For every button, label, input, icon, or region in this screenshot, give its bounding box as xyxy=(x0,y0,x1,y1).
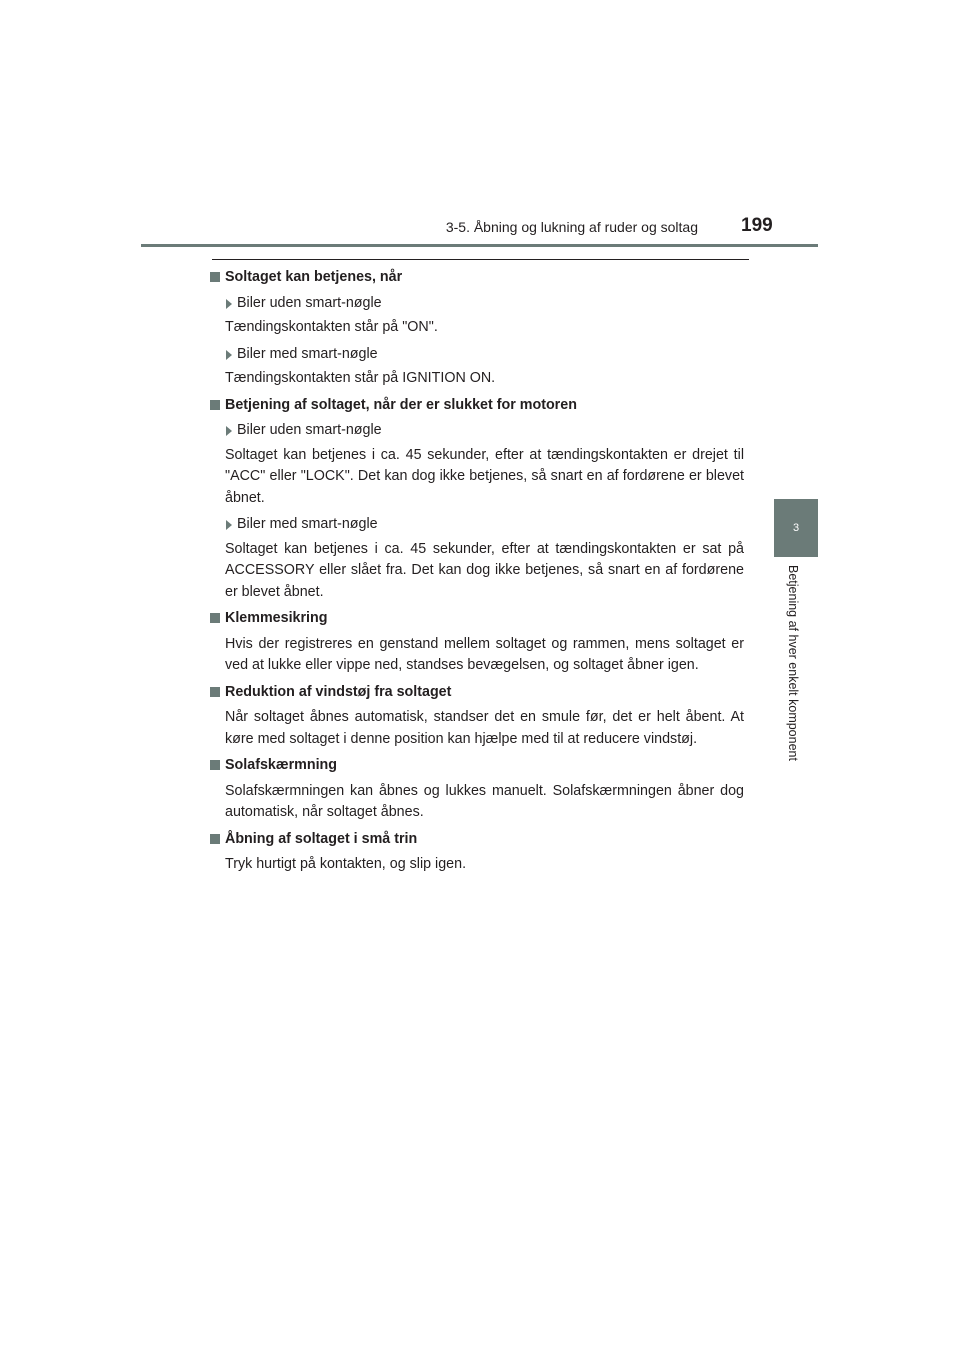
main-content xyxy=(208,267,744,881)
sub-heading-text: Biler uden smart-nøgle xyxy=(237,294,382,311)
chapter-label: Betjening af hver enkelt komponent xyxy=(786,565,800,761)
body-paragraph: Tændingskontakten står på "ON". xyxy=(225,319,438,335)
section-heading-text: Betjening af soltaget, når der er slukket for motoren xyxy=(225,396,577,413)
section-block xyxy=(208,267,744,390)
sub-heading-text: Biler med smart-nøgle xyxy=(237,345,378,362)
body-paragraph: Tryk hurtigt på kontakten, og slip igen. xyxy=(225,856,467,872)
section-heading xyxy=(208,755,744,777)
section-heading xyxy=(208,682,744,704)
chapter-tab xyxy=(774,499,818,557)
section-block xyxy=(208,829,744,876)
square-bullet-icon xyxy=(210,834,220,844)
sub-heading xyxy=(208,293,744,315)
arrow-right-icon xyxy=(226,299,232,309)
sub-heading xyxy=(208,344,744,366)
header-divider xyxy=(141,244,818,247)
section-heading xyxy=(208,608,744,630)
arrow-right-icon xyxy=(226,520,232,530)
section-block xyxy=(208,608,744,677)
sub-heading xyxy=(208,514,744,536)
section-heading xyxy=(208,267,744,289)
section-block xyxy=(208,755,744,824)
section-heading-text: Reduktion af vindstøj fra soltaget xyxy=(225,683,452,700)
body-paragraph: Solafskærmningen kan åbnes og lukkes manuelt. Solafskærmningen åbner dog automatisk, når soltaget åbnes. xyxy=(225,782,744,820)
section-heading xyxy=(208,395,744,417)
body-paragraph: Tændingskontakten står på IGNITION ON. xyxy=(225,370,496,386)
square-bullet-icon xyxy=(210,687,220,697)
body-paragraph: Soltaget kan betjenes i ca. 45 sekunder, efter at tændingskontakten er drejet til "ACC" eller "LOCK". Det kan dog ikke betjenes, så snart en af fordørene er blevet åbnet. xyxy=(225,446,744,506)
arrow-right-icon xyxy=(226,426,232,436)
body-paragraph: Hvis der registreres en genstand mellem soltaget og rammen, mens soltaget er ved at lukke eller vippe ned, standses bevægelsen, og soltaget åbner igen. xyxy=(225,635,744,673)
square-bullet-icon xyxy=(210,613,220,623)
sub-heading xyxy=(208,420,744,442)
section-block xyxy=(208,395,744,604)
square-bullet-icon xyxy=(210,400,220,410)
body-paragraph: Når soltaget åbnes automatisk, standser det en smule før, det er helt åbent. At køre med soltaget i denne position kan hjælpe med til at reducere vindstøj. xyxy=(225,709,744,747)
sub-heading-text: Biler uden smart-nøgle xyxy=(237,422,382,438)
square-bullet-icon xyxy=(210,760,220,770)
section-heading xyxy=(208,829,744,851)
square-bullet-icon xyxy=(210,272,220,282)
arrow-right-icon xyxy=(226,350,232,360)
body-paragraph: Soltaget kan betjenes i ca. 45 sekunder, efter at tændingskontakten er sat på ACCESSORY eller slået fra. Det kan dog ikke betjenes, så snart en af fordørene er blevet åbnet. xyxy=(225,540,744,600)
section-header-title: 3-5. Åbning og lukning af ruder og soltag xyxy=(445,219,698,235)
section-heading-text: Klemmesikring xyxy=(225,610,328,626)
chapter-number: 3 xyxy=(792,522,800,534)
section-divider xyxy=(212,259,749,260)
section-block xyxy=(208,682,744,751)
sub-heading-text: Biler med smart-nøgle xyxy=(237,516,378,532)
page-number: 199 xyxy=(741,215,773,236)
section-heading-text: Solafskærmning xyxy=(225,757,338,773)
section-heading-text: Soltaget kan betjenes, når xyxy=(225,269,403,285)
section-heading-text: Åbning af soltaget i små trin xyxy=(225,830,418,847)
